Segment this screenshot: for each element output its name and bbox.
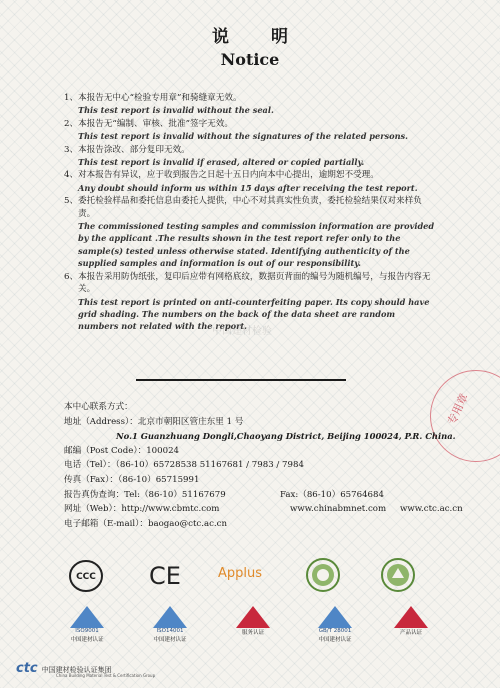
- ccc-label: CCC: [76, 572, 96, 582]
- tel-row: [64, 458, 444, 473]
- tel-label: 电话（Tel）：: [64, 460, 116, 471]
- postcode-label: 邮编（Post Code）：: [64, 445, 147, 456]
- query-label: 报告真伪查询：: [64, 489, 125, 500]
- notice-cn: 3、本报告涂改、部分复印无效。: [64, 144, 190, 155]
- gbt28001-badge: [310, 606, 360, 643]
- notice-item: [64, 92, 436, 117]
- notice-cn: 6、本报告采用防伪纸张，复印后应带有网格底纹，数据页背面的编号为随机编号，与报告内容无关。: [64, 271, 431, 295]
- notice-en: This test report is invalid without the seal.: [78, 105, 274, 116]
- notice-item: [64, 118, 436, 143]
- postcode-value: 100024: [146, 445, 180, 456]
- notice-item: [64, 195, 436, 269]
- query-fax: Fax:（86-10）65764684: [280, 489, 384, 500]
- web-label: 网址（Web）：: [64, 504, 122, 515]
- group-name-en: China Building Material Test & Certification Group: [56, 673, 156, 678]
- watermark: 中国建材检验: [212, 326, 272, 337]
- contact-heading: 本中心联系方式：: [64, 402, 133, 412]
- service-cert-badge: [228, 606, 278, 636]
- ce-label: CE: [149, 562, 181, 590]
- fax-value: （86-10）65715991: [118, 474, 200, 485]
- footer-brand: [16, 657, 155, 678]
- group-name: 中国建材检验认证集团: [41, 666, 112, 674]
- badge-name: 产品认证: [399, 630, 422, 636]
- notice-en: This test report is invalid without the signatures of the related persons.: [78, 131, 409, 142]
- iso9001-badge: [62, 606, 112, 643]
- notice-cn: 1、本报告无中心“检验专用章”和骑缝章无效。: [64, 93, 242, 103]
- ctc-logo: ctc: [16, 661, 38, 676]
- query-row: [64, 488, 444, 503]
- ctc-triangle-icon: [70, 606, 104, 628]
- address-row: [64, 415, 444, 430]
- badge-name: 服务认证: [241, 630, 264, 636]
- address-label: 地址（Address）：: [64, 416, 138, 427]
- web-link-ctc[interactable]: www.ctc.ac.cn: [400, 504, 463, 515]
- ctc-triangle-icon: [153, 606, 187, 628]
- web-link-chinabmnet[interactable]: www.chinabmnet.com: [290, 504, 387, 515]
- notice-list: [64, 92, 436, 334]
- notice-en: Any doubt should inform us within 15 days after receiving the test report.: [78, 182, 418, 193]
- fax-label: 传真（Fax）：: [64, 474, 119, 485]
- notice-cn: 5、委托检验样品和委托信息由委托人提供，中心不对其真实性负责，委托检验结果仅对来样负责。: [64, 196, 422, 219]
- email-link[interactable]: baogao@ctc.ac.cn: [147, 518, 227, 529]
- notice-en: This test report is invalid if erased, altered or copied partially.: [78, 157, 365, 168]
- stamp-text: 专用章: [445, 391, 471, 427]
- notice-en: The commissioned testing samples and commission information are provided by the applicant .The results shown in the test report refer only to the sample(s) tested unless otherwise stated. Identifying authenticity of the supplied samples and information is out of our responsibility.: [78, 221, 435, 269]
- notice-item: [64, 144, 436, 169]
- ccc-mark-icon: [68, 558, 104, 594]
- web-row: [64, 502, 463, 517]
- notice-cn: 4、对本报告有异议，应于收到报告之日起十五日内向本中心提出，逾期恕不受理。: [64, 170, 379, 181]
- ctc-triangle-icon: [236, 606, 270, 628]
- green-seal-icon: [380, 556, 416, 594]
- badge-code: ISO14001: [156, 628, 184, 634]
- address-cn: 北京市朝阳区管庄东里 1 号: [137, 416, 244, 427]
- badge-code: ISO9001: [75, 628, 99, 634]
- badge-name: 中国建材认证: [70, 637, 104, 643]
- green-seal-icon: [305, 556, 341, 594]
- badge-name: 中国建材认证: [153, 637, 187, 643]
- address-en: No.1 Guanzhuang Dongli,Chaoyang District, Beijing 100024, P.R. China.: [116, 431, 456, 442]
- iso14001-badge: [145, 606, 195, 643]
- product-cert-badge: [386, 606, 436, 636]
- badge-code: GB/T 28001: [318, 628, 352, 634]
- fax-row: [64, 473, 444, 488]
- ctc-triangle-icon: [394, 606, 428, 628]
- web-link-cbmtc[interactable]: http://www.cbmtc.com: [121, 504, 220, 515]
- certification-logos-bottom: [0, 600, 500, 650]
- page-title-en: Notice: [220, 50, 280, 69]
- tel-value: （86-10）65728538 51167681 / 7983 / 7984: [115, 460, 304, 471]
- certification-logos-top: [0, 556, 500, 600]
- ctc-triangle-icon: [318, 606, 352, 628]
- notice-item: [64, 169, 436, 194]
- ce-mark-icon: [145, 560, 185, 590]
- email-row: [64, 517, 444, 532]
- query-tel: Tel:（86-10）51167679: [124, 489, 226, 500]
- divider: [136, 379, 346, 381]
- page-title-cn: 说 明: [212, 27, 306, 47]
- email-label: 电子邮箱（E-mail）：: [64, 518, 148, 529]
- notice-en: This test report is printed on anti-counterfeiting paper. Its copy should have grid shading. The numbers on the back of the data sheet are random numbers not related with the report.: [78, 296, 430, 332]
- notice-cn: 2、本报告无“编制、审核、批准”签字无效。: [64, 118, 233, 129]
- applus-logo: Applus: [218, 566, 263, 581]
- postcode-row: [64, 444, 444, 459]
- badge-name: 中国建材认证: [318, 637, 352, 643]
